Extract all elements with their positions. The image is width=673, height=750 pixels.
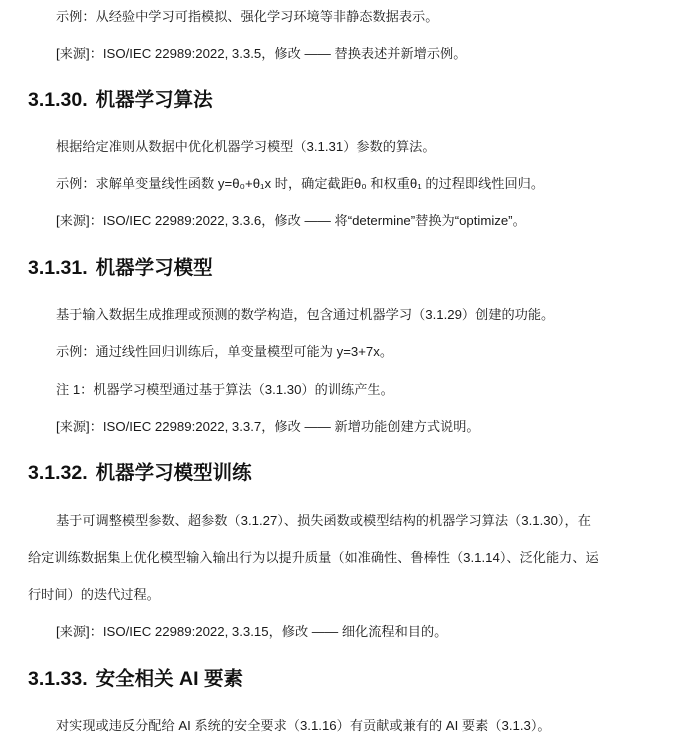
definition-text-line-1: 基于可调整模型参数、超参数（3.1.27）、损失函数或模型结构的机器学习算法（3.1.30），在 — [56, 513, 591, 528]
definition-text-line-2: 给定训练数据集上优化模型输入输出行为以提升质量（如准确性、鲁棒性（3.1.14）、泛化能力、运 — [28, 550, 599, 565]
section-heading-3-1-30 — [28, 87, 213, 113]
section-heading-3-1-32 — [28, 460, 252, 486]
section-title: 机器学习模型 — [95, 257, 213, 279]
section-heading-3-1-33 — [28, 666, 243, 692]
section-number: 3.1.30. — [28, 89, 88, 111]
section-number: 3.1.32. — [28, 462, 88, 484]
note-text: 注 1：机器学习模型通过基于算法（3.1.30）的训练产生。 — [56, 382, 394, 397]
source-note: [来源]：ISO/IEC 22989:2022, 3.3.15，修改 —— 细化流程和目的。 — [56, 624, 448, 639]
section-heading-3-1-31 — [28, 255, 213, 281]
example-text: 示例：从经验中学习可指模拟、强化学习环境等非静态数据表示。 — [56, 9, 439, 24]
source-note: [来源]：ISO/IEC 22989:2022, 3.3.5，修改 —— 替换表述并新增示例。 — [56, 46, 467, 61]
section-number: 3.1.31. — [28, 257, 88, 279]
example-text: 示例：求解单变量线性函数 y=θ₀+θ₁x 时，确定截距θ₀ 和权重θ₁ 的过程即线性回归。 — [56, 176, 545, 191]
section-title: 机器学习算法 — [95, 89, 213, 111]
definition-text: 基于输入数据生成推理或预测的数学构造，包含通过机器学习（3.1.29）创建的功能。 — [56, 307, 555, 322]
definition-text: 对实现或违反分配给 AI 系统的安全要求（3.1.16）有贡献或兼有的 AI 要素（3.1.3）。 — [56, 718, 551, 733]
section-title: 机器学习模型训练 — [95, 462, 252, 484]
source-note: [来源]：ISO/IEC 22989:2022, 3.3.6，修改 —— 将“determine”替换为“optimize”。 — [56, 213, 526, 228]
section-number: 3.1.33. — [28, 668, 88, 690]
section-title: 安全相关 AI 要素 — [95, 668, 243, 690]
example-text: 示例：通过线性回归训练后，单变量模型可能为 y=3+7x。 — [56, 344, 394, 359]
definition-text: 根据给定准则从数据中优化机器学习模型（3.1.31）参数的算法。 — [56, 139, 436, 154]
definition-text-line-3: 行时间）的迭代过程。 — [28, 587, 160, 602]
source-note: [来源]：ISO/IEC 22989:2022, 3.3.7，修改 —— 新增功能创建方式说明。 — [56, 419, 480, 434]
